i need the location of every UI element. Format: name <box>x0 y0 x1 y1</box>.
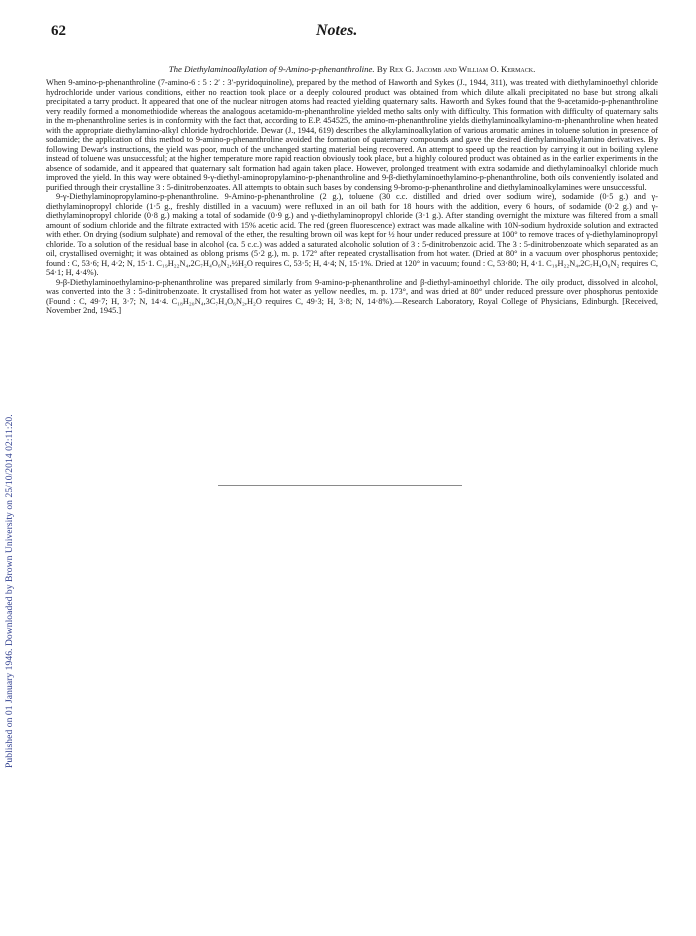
page-number: 62 <box>51 23 66 39</box>
download-provenance-text: Published on 01 January 1946. Downloaded by Brown University on 25/10/2014 02:11:20. <box>4 414 15 768</box>
intro-paragraph: When 9-amino-p-phenanthroline (7-amino-6 : 5 : 2′ : 3′-pyridoquinoline), prepared by the method of Haworth and Sykes (J., 1944, 311), was treated with diethylaminoethyl chloride hydrochloride under various conditions, either no reaction took place or a deeply coloured product was obtained from which dilute alkali precipitated no base but strong alkali precipitated a tarry product. It appeared that one of the nuclear nitrogen atoms had reacted yielding quaternary salts. Haworth and Sykes found that the 9-acetamido-p-phenanthroline very readily formed a monomethiodide whereas the analogous acetamido-m-phenanthroline yielded metho salts only with difficulty. This formation with difficulty of quaternary salts in the m-phenanthroline series is in conformity with the fact that, according to E.P. 454525, the amino-m-phenanthroline yields diethylaminoalkylamino-m-phenanthroline when heated with the appropriate diethylamino-alkyl chloride hydrochloride. Dewar (J., 1944, 619) describes the alkylaminoalkylation of various aromatic amines in toluene solution in presence of sodamide; the application of this method to 9-amino-p-phenanthroline avoided the formation of quaternary compounds and gave the desired diethylaminoalkylamino derivatives. By following Dewar's instructions, the yield was poor, much of the unchanged starting material being recovered. An attempt to speed up the reaction by carrying it out in boiling xylene instead of toluene was unsuccessful; at the higher temperature more rapid reaction obviously took place, but a highly coloured product was obtained as in the earlier experiments in the absence of sodamide, and it appeared that quaternary salt formation had again taken place. However, prolonged treatment with extra sodamide and diethylaminoalkyl chloride much improved the yield. In this way were obtained 9-γ-diethyl-aminopropylamino-p-phenanthroline and 9-β-diethylaminoethylamino-p-phenanthroline, both oils conveniently isolated and purified through their crystalline 3 : 5-dinitrobenzoates. All attempts to obtain such bases by condensing 9-bromo-p-phenanthroline and diethylaminoalkylamines were unsuccessful. <box>46 78 658 192</box>
section-divider <box>218 485 462 486</box>
ethylamino-procedure-paragraph: 9-β-Diethylaminoethylamino-p-phenanthroline was prepared similarly from 9-amino-p-phenanthroline and β-diethyl-aminoethyl chloride. The oily product, dissolved in alcohol, was converted into the 3 : 5-dinitrobenzoate. It crystallised from hot water as yellow needles, m. p. 173°, and was dried at 80° under reduced pressure over phosphorus pentoxide (Found : C, 49·7; H, 3·7; N, 14·4. C₁₈H₂₀N₄,3C₇H₄O₆N₂,H₂O requires C, 49·3; H, 3·8; N, 14·8%).—Research Laboratory, Royal College of Physicians, Edinburgh. [Received, November 2nd, 1945.] <box>46 277 658 315</box>
download-provenance-note <box>3 128 17 768</box>
article-authors: Rex G. Jacomb and William O. Kermack. <box>389 64 536 74</box>
running-title: Notes. <box>316 22 358 39</box>
propylamino-procedure-paragraph: 9-γ-Diethylaminopropylamino-p-phenanthroline. 9-Amino-p-phenanthroline (2 g.), toluene (30 c.c. distilled and dried over sodium wire), sodamide (0·5 g.) and γ-diethylaminopropyl chloride (1·5 g., freshly distilled in a vacuum) were refluxed in an oil bath for 18 hours with the addition, every 6 hours, of sodamide (0·2 g.) and γ-diethylaminopropyl chloride (0·8 g.) making a total of sodamide (0·9 g.) and γ-diethylaminopropyl chloride (3·1 g.). After standing overnight the mixture was filtered from a small amount of sodium chloride and the filtrate extracted with 15% acetic acid. The red (green fluorescence) extract was made alkaline with 10N-sodium hydroxide solution and extracted with ether. On drying (sodium sulphate) and removal of the ether, the resulting brown oil was kept for ½ hour under reduced pressure at 100° to remove traces of γ-diethylaminopropyl chloride. To a solution of the residual base in alcohol (ca. 5 c.c.) was added a saturated alcoholic solution of 3 : 5-dinitrobenzoic acid. The 3 : 5-dinitrobenzoate which separated as an oil, crystallised overnight; it was obtained as oblong prisms (5·2 g.), m. p. 172° after repeated crystallisation from hot water. (Dried at 80° in a vacuum over phosphorus pentoxide; found : C, 53·6; H, 4·2; N, 15·1. C₁₉H₂₂N₄,2C₇H₄O₆N₂,½H₂O requires C, 53·5; H, 4·4; N, 15·1%. Dried at 120° in vacuum; found : C, 53·80; H, 4·1. C₁₉H₂₂N₄,2C₇H₄O₆N₂ requires C, 54·1; H, 4·4%). <box>46 192 658 277</box>
article-title-line <box>46 64 658 75</box>
article-title: The Diethylaminoalkylation of 9-Amino-p-phenanthroline. <box>168 64 375 74</box>
byline-prefix: By <box>376 64 388 74</box>
article-body <box>46 64 658 316</box>
